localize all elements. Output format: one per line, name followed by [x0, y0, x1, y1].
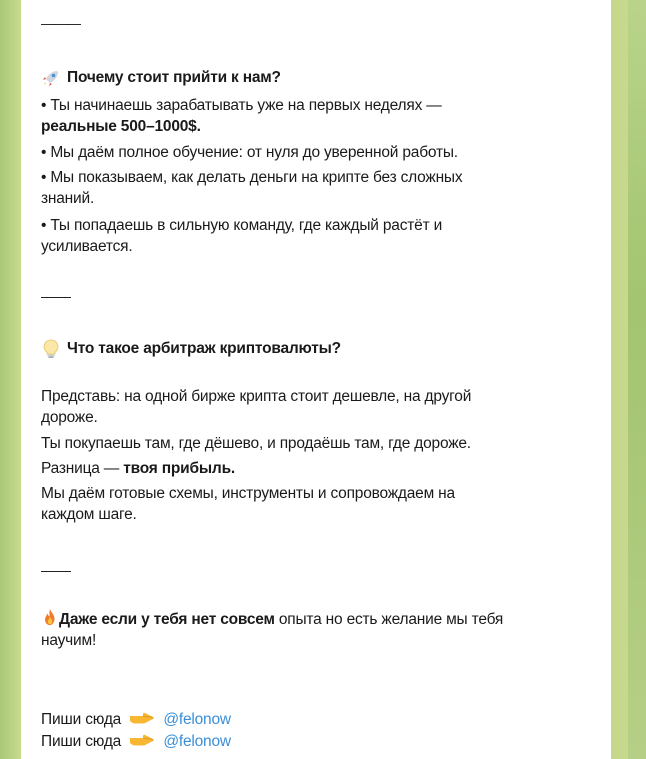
paragraph-schemes-line2: каждом шаге.	[41, 506, 137, 523]
fire-icon	[41, 607, 59, 627]
paragraph-imagine-line2: дороже.	[41, 409, 98, 426]
section-heading-arbitrage	[41, 338, 593, 359]
pointing-hand-icon	[129, 711, 155, 725]
paragraph-no-experience-line2: научим!	[41, 632, 97, 649]
bullet-3-line2: знаний.	[41, 190, 95, 207]
paragraph-schemes	[41, 483, 593, 525]
pointing-hand-icon	[129, 733, 155, 747]
paragraph-schemes-line1: Мы даём готовые схемы, инструменты и сопровождаем на	[41, 485, 455, 502]
section-heading-text: Почему стоит прийти к нам?	[67, 69, 281, 86]
bullet-3	[41, 167, 593, 209]
bullet-3-line1: • Мы показываем, как делать деньги на крипте без сложных	[41, 169, 463, 186]
paragraph-profit	[41, 458, 593, 479]
contact-line-1	[41, 709, 593, 730]
contact-link[interactable]: @felonow	[163, 711, 231, 728]
paragraph-imagine-line1: Представь: на одной бирже крипта стоит дешевле, на другой	[41, 388, 472, 405]
paragraph-no-experience	[41, 607, 593, 651]
paragraph-buy-sell: Ты покупаешь там, где дёшево, и продаёшь там, где дороже.	[41, 435, 471, 452]
top-divider: ———	[41, 15, 80, 31]
bullet-1-text: • Ты начинаешь зарабатывать уже на первых неделях —	[41, 97, 442, 114]
contact-link[interactable]: @felonow	[163, 733, 231, 750]
chat-background-edge	[628, 0, 646, 759]
section-heading-text: Что такое арбитраж криптовалюты?	[67, 340, 341, 357]
contact-label: Пиши сюда	[41, 711, 122, 728]
divider-3	[41, 571, 71, 572]
lightbulb-icon	[41, 339, 61, 359]
profit-prefix: Разница —	[41, 460, 120, 477]
message-bubble	[21, 0, 611, 759]
contact-label: Пиши сюда	[41, 733, 122, 750]
bullet-4	[41, 215, 593, 257]
bullet-1	[41, 95, 593, 137]
contact-line-2	[41, 731, 593, 752]
bullet-4-line2: усиливается.	[41, 238, 133, 255]
no-experience-bold: Даже если у тебя нет совсем	[59, 611, 275, 628]
section-heading-why	[41, 67, 593, 88]
divider-2	[41, 297, 71, 298]
bullet-2: • Мы даём полное обучение: от нуля до уверенной работы.	[41, 144, 458, 161]
no-experience-rest: опыта но есть желание мы тебя	[278, 611, 504, 628]
paragraph-imagine	[41, 386, 593, 428]
bullet-4-line1: • Ты попадаешь в сильную команду, где каждый растёт и	[41, 217, 443, 234]
rocket-icon	[41, 68, 61, 88]
bullet-1-bold: реальные 500–1000$.	[41, 118, 201, 135]
paragraph-no-experience-line1	[41, 607, 593, 630]
profit-bold: твоя прибыль.	[123, 460, 235, 477]
